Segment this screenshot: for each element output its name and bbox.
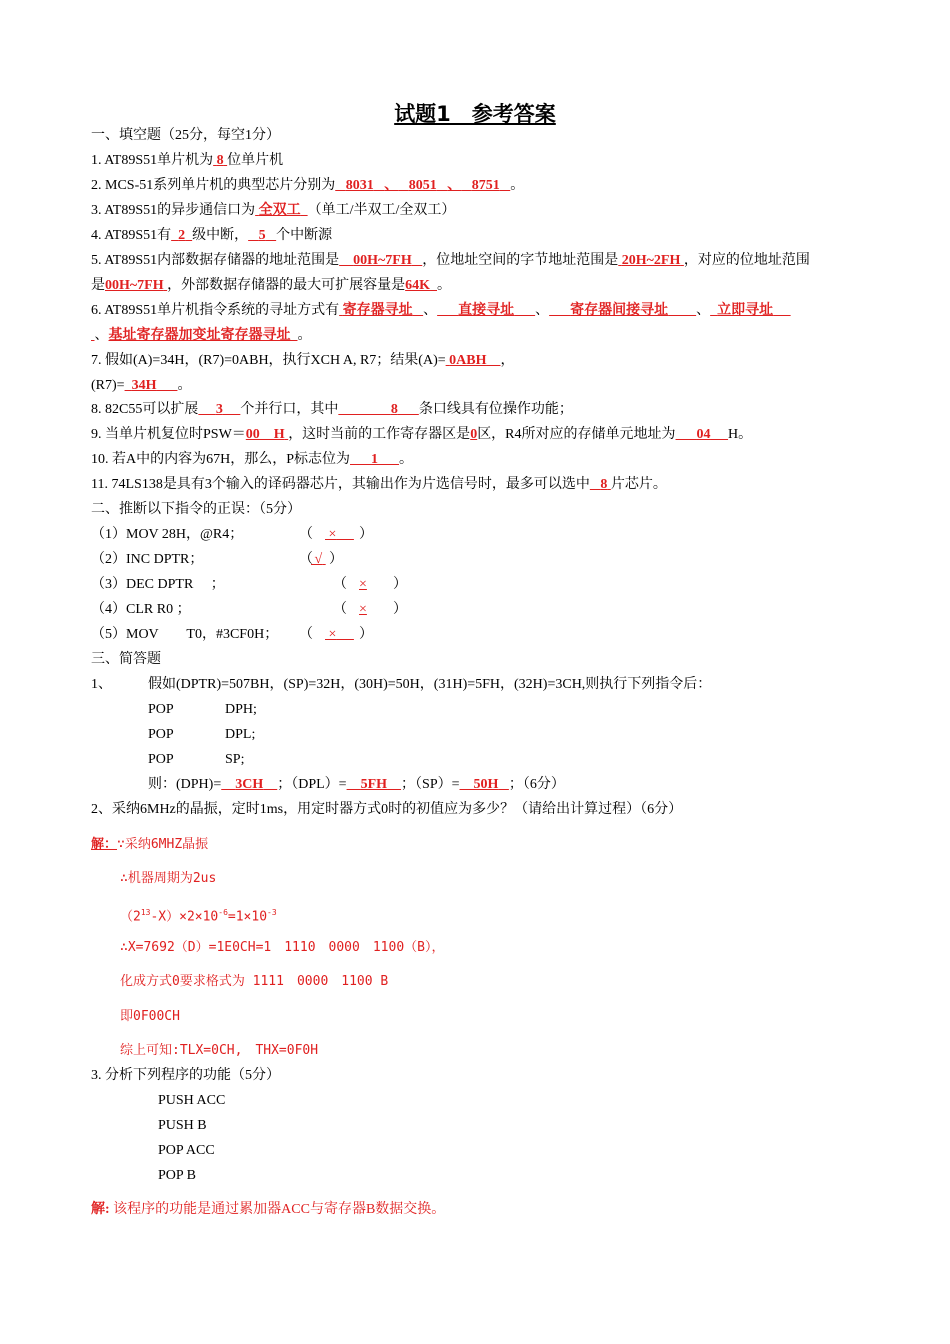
q10-answer: 1 <box>371 452 379 467</box>
q6-answer-1: 寄存器寻址 <box>342 303 413 318</box>
s3q2-line: 2、采纳6MHz的晶振，定时1ms，用定时器方式0时的初值应为多少？（请给出计算过程）（6分） <box>91 802 683 817</box>
dph-answer: 3CH <box>235 777 264 792</box>
q8-answer-1: 3 <box>215 402 223 417</box>
q11-line: 11. 74LS138是具有3个输入的译码器芯片，其输出作为片选信号时，最多可以选中 8 片芯片。 <box>91 477 667 492</box>
s3q1-result: 则：(DPH)= 3CH ；（DPL）= 5FH ；（SP）= 50H ；（6分） <box>148 777 565 792</box>
s3q2-sol-4: ∴X=7692（D）=1E0CH=1 1110 0000 1100（B）， <box>120 940 445 955</box>
q4-answer-1: 2 <box>178 228 186 243</box>
sp-answer: 50H <box>473 777 499 792</box>
s3q2-sol-2: ∴机器周期为2us <box>120 871 217 886</box>
s3q1-line: 1、 假如(DPTR)=507BH，(SP)=32H，(30H)=50H，(31H)=5FH，(32H)=3CH,则执行下列指令后： <box>91 677 712 692</box>
s3q2-sol-1: 解：∵采纳6MHZ晶振 <box>91 836 209 852</box>
q7-answer-1: 0ABH <box>449 353 487 368</box>
judge-mark-2: √ <box>314 552 323 567</box>
q1-answer: 8 <box>216 153 224 168</box>
q2-answer-1: 8031 <box>345 178 374 193</box>
s3q3-code-2: PUSH B <box>158 1118 207 1133</box>
judge-mark-5: × <box>328 627 337 642</box>
q5-line-2: 是00H~7FH ，外部数据存储器的最大可扩展容量是64K 。 <box>91 278 452 293</box>
q5-answer-3: 00H~7FH <box>105 278 164 293</box>
q11-answer: 8 <box>600 477 608 492</box>
q6-line-2: 、基址寄存器加变址寄存器寻址 。 <box>94 328 312 343</box>
s3q1-code-2: POP DPL; <box>148 727 256 742</box>
judge-item-3: （3）DEC DPTR ； （ × ） <box>91 577 407 592</box>
q7-line-2: (R7)= 34H 。 <box>91 378 192 393</box>
s3q3-line: 3. 分析下列程序的功能（5分） <box>91 1068 280 1083</box>
q2-answer-3: 8751 <box>471 178 500 193</box>
q3-line: 3. AT89S51的异步通信口为 全双工 （单工/半双工/全双工） <box>91 203 456 218</box>
s3q3-solution: 解: 该程序的功能是通过累加器ACC与寄存器B数据交换。 <box>91 1202 446 1217</box>
judge-mark-3: × <box>359 577 367 592</box>
s3q1-code-3: POP SP; <box>148 752 245 767</box>
q9-answer-2: 0 <box>470 427 478 442</box>
q5-answer-2: 20H~2FH <box>621 253 681 268</box>
s3q2-sol-3: $(2^{13}-X)\times 2\times 10^{-6}=1\times 10^{-3}$ <box>120 908 277 925</box>
s3q3-code-3: POP ACC <box>158 1143 215 1158</box>
judge-item-1: （1）MOV 28H，@R4； （ × ） <box>91 527 373 542</box>
s3q2-sol-6: 即0F00CH <box>120 1009 180 1024</box>
judge-item-5: （5）MOV T0，#3CF0H； （ × ） <box>91 627 373 642</box>
q2-answer-2: 8051 <box>408 178 437 193</box>
q6-line-1: 6. AT89S51单片机指令系统的寻址方式有 寄存器寻址 、 直接寻址 、 寄存器间接寻址 、 立即寻址 <box>91 302 791 320</box>
q5-answer-1: 00H~7FH <box>353 253 412 268</box>
judge-mark-4: × <box>359 602 367 617</box>
q9-answer-1: 00 H <box>245 427 285 442</box>
q7-line-1: 7. 假如(A)=34H，(R7)=0ABH，执行XCH A, R7；结果(A)= 0ABH ， <box>91 353 515 368</box>
judge-item-4: （4）CLR R0 ； （ × ） <box>91 602 407 617</box>
section1-heading: 一、填空题（25分，每空1分） <box>91 128 280 143</box>
q1-line: 1. AT89S51单片机为 8 位单片机 <box>91 153 284 168</box>
judge-mark-1: × <box>328 527 337 542</box>
q3-answer: 全双工 <box>258 203 301 218</box>
q8-line: 8. 82C55可以扩展 3 个并行口，其中 8 条口线具有位操作功能； <box>91 402 573 417</box>
q6-answer-4: 立即寻址 <box>717 303 774 318</box>
s3q3-code-4: POP B <box>158 1168 197 1183</box>
q5-line-1: 5. AT89S51内部数据存储器的地址范围是 00H~7FH ，位地址空间的字节地址范围是 20H~2FH ，对应的位地址范围 <box>91 253 810 268</box>
q4-line: 4. AT89S51有 2 级中断， 5 个中断源 <box>91 228 333 243</box>
q10-line: 10. 若A中的内容为67H，那么，P标志位为 1 。 <box>91 452 414 467</box>
s3q3-code-1: PUSH ACC <box>158 1093 226 1108</box>
q8-answer-2: 8 <box>390 402 398 417</box>
dpl-answer: 5FH <box>360 777 388 792</box>
q9-answer-3: 04 <box>696 427 711 442</box>
section2-heading: 二、推断以下指令的正误：（5分） <box>91 502 301 517</box>
q7-answer-2: 34H <box>131 378 157 393</box>
q6-answer-3: 寄存器间接寻址 <box>570 303 669 318</box>
s3q1-code-1: POP DPH; <box>148 702 257 717</box>
q4-answer-2: 5 <box>258 228 266 243</box>
q6-answer-2: 直接寻址 <box>458 303 515 318</box>
page-title: 试题1 参考答案 <box>394 102 556 126</box>
q6-answer-5: 基址寄存器加变址寄存器寻址 <box>108 328 291 343</box>
judge-item-2: （2）INC DPTR； （ √ ） <box>91 552 343 567</box>
q5-answer-4: 64K <box>405 278 431 293</box>
s3q2-sol-7: 综上可知:TLX=0CH, THX=0F0H <box>120 1043 319 1058</box>
q2-line: 2. MCS-51系列单片机的典型芯片分别为 8031 、 8051 、 8751 。 <box>91 178 525 193</box>
q9-line: 9. 当单片机复位时PSW＝00 H ，这时当前的工作寄存器区是0区，R4所对应的存储单元地址为 04 H。 <box>91 427 753 442</box>
section3-heading: 三、简答题 <box>91 652 161 667</box>
s3q2-sol-5: 化成方式0要求格式为 1111 0000 1100 B <box>120 974 389 989</box>
